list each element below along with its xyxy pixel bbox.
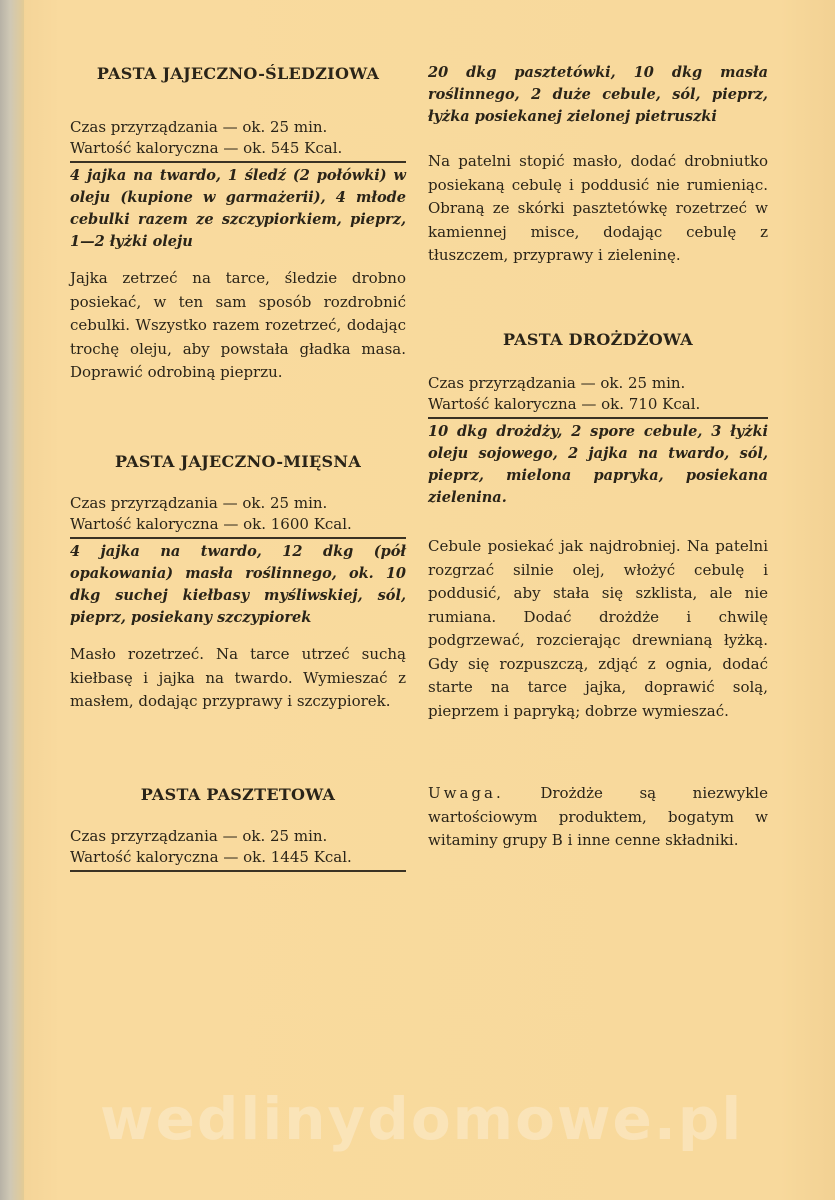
divider-line [70, 161, 406, 163]
recipe-method: Masło rozetrzeć. Na tarce utrzeć suchą kiełbasę i jajka na twardo. Wymieszać z masłem, dodając przyprawy i szczypiorek. [70, 645, 406, 710]
recipe-egg-herring [70, 64, 406, 385]
calorie-value: Wartość kaloryczna — ok. 710 Kcal. [428, 395, 701, 413]
calorie-value: Wartość kaloryczna — ok. 1445 Kcal. [70, 848, 352, 866]
ingredients-list: 10 dkg drożdży, 2 spore cebule, 3 łyżki oleju sojowego, 2 jajka na twardo, sól, pieprz, mielona papryka, posiekana zielenina. [428, 423, 768, 506]
note-text: Drożdże są niezwykle wartościowym produktem, bogatym w witaminy grupy B i inne cenne składniki. [428, 784, 768, 849]
recipe-method: Na patelni stopić masło, dodać drobniutko posiekaną cebulę i poddusić nie rumieniąc. Obraną ze skórki pasztetówkę rozetrzeć w kamiennej misce, dodając cebulę z tłuszczem, przyprawy i zieleninę. [428, 152, 768, 264]
note-label: Uwaga. [428, 784, 504, 802]
ingredients-list: 20 dkg pasztetówki, 10 dkg masła roślinnego, 2 duże cebule, sól, pieprz, łyżka posiekanej zielonej pietruszki [428, 64, 768, 125]
calorie-value: Wartość kaloryczna — ok. 1600 Kcal. [70, 515, 352, 533]
ingredients-list: 4 jajka na twardo, 1 śledź (2 połówki) w oleju (kupione w garmażerii), 4 młode cebulki razem ze szczypiorkiem, pieprz, 1—2 łyżki oleju [70, 167, 406, 250]
recipe-method: Cebule posiekać jak najdrobniej. Na patelni rozgrzać silnie olej, włożyć cebulę i poddusić, aby stała się szklista, ale nie rumiana. Dodać drożdże i chwilę podgrzewać, rozcierając drewnianą łyżką. Gdy się rozpuszczą, zdjąć z ognia, dodać starte na tarce jajka, doprawić solą, pieprzem i papryką; dobrze wymieszać. [428, 537, 768, 720]
watermark-text: wedlinydomowe.pl [100, 1085, 744, 1153]
recipe-yeast [428, 330, 768, 723]
divider-line [70, 870, 406, 872]
recipe-pate [70, 785, 406, 872]
prep-time: Czas przyrządzania — ok. 25 min. [70, 494, 328, 512]
calorie-value: Wartość kaloryczna — ok. 545 Kcal. [70, 139, 343, 157]
recipe-title: PASTA JAJECZNO-MIĘSNA [114, 452, 362, 471]
recipe-method: Jajka zetrzeć na tarce, śledzie drobno posiekać, w ten sam sposób rozdrobnić cebulki. Wszystko razem rozetrzeć, dodając trochę oleju, aby powstała gładka masa. Doprawić odrobiną pieprzu. [70, 269, 406, 381]
recipe-pate-continued [428, 62, 768, 268]
divider-line [70, 537, 406, 539]
recipe-title: PASTA DROŻDŻOWA [503, 330, 693, 349]
page-edge-shadow [0, 0, 24, 1200]
recipe-title: PASTA PASZTETOWA [140, 785, 336, 804]
prep-time: Czas przyrządzania — ok. 25 min. [428, 374, 686, 392]
recipe-title: PASTA JAJECZNO-ŚLEDZIOWA [96, 64, 380, 83]
prep-time: Czas przyrządzania — ok. 25 min. [70, 118, 328, 136]
ingredients-list: 4 jajka na twardo, 12 dkg (pół opakowania) masła roślinnego, ok. 10 dkg suchej kiełbasy myśliwskiej, sól, pieprz, posiekany szczypiorek [70, 543, 406, 626]
recipe-egg-meat [70, 452, 406, 714]
prep-time: Czas przyrządzania — ok. 25 min. [70, 827, 328, 845]
note-paragraph [428, 782, 768, 853]
divider-line [428, 417, 768, 419]
yeast-note [428, 782, 768, 853]
